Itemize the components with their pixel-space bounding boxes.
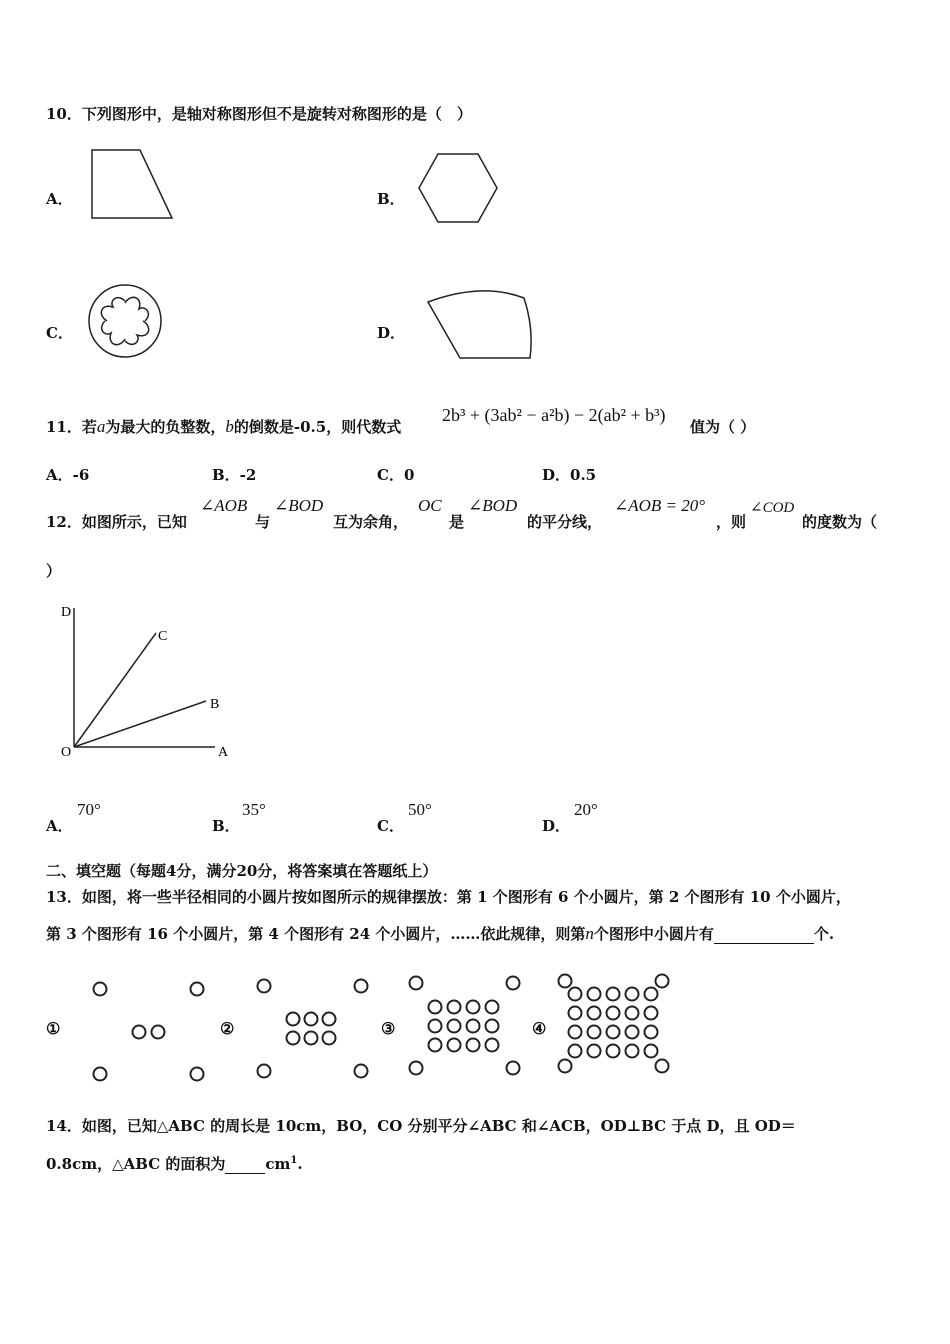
- small-circle: [305, 1032, 318, 1045]
- circle-pattern-figures: [0, 960, 700, 1090]
- small-circle: [191, 1068, 204, 1081]
- q12-option-d-label: D．: [542, 817, 571, 835]
- small-circle: [429, 1001, 442, 1014]
- small-circle: [645, 988, 658, 1001]
- small-circle: [410, 1062, 423, 1075]
- q10-option-b: B．: [377, 190, 405, 208]
- q12-option-b-label: B．: [212, 817, 240, 835]
- q12-text-7: 的度数为（: [802, 513, 878, 531]
- q11-option-d: D．0.5: [542, 466, 597, 484]
- q12-option-c-value: 50°: [408, 800, 432, 819]
- small-circle: [588, 988, 601, 1001]
- small-circle: [152, 1026, 165, 1039]
- label-o: O: [61, 745, 72, 760]
- small-circle: [569, 1045, 582, 1058]
- small-circle: [626, 1026, 639, 1039]
- q12-angle-aob: ∠AOB: [200, 496, 248, 515]
- small-circle: [607, 1007, 620, 1020]
- small-circle: [569, 1007, 582, 1020]
- q12-text-4: 是: [449, 513, 465, 531]
- small-circle: [429, 1020, 442, 1033]
- small-circle: [258, 1065, 271, 1078]
- q12-angle-aob-20: ∠AOB = 20°: [614, 496, 706, 515]
- small-circle: [287, 1032, 300, 1045]
- var-b: b: [225, 417, 234, 436]
- ray-oc: [74, 633, 156, 747]
- small-circle: [355, 1065, 368, 1078]
- swirl-circle-icon: [87, 283, 165, 361]
- figure-marker-4: ④: [532, 1019, 547, 1038]
- hexagon-icon: [418, 150, 500, 226]
- trapezoid-icon: [88, 148, 178, 223]
- label-a: A: [218, 745, 229, 760]
- q11-option-c: C．0: [377, 466, 415, 484]
- small-circle: [656, 975, 669, 988]
- q12-close: ）: [46, 562, 62, 580]
- small-circle: [287, 1013, 300, 1026]
- small-circle: [569, 988, 582, 1001]
- small-circle: [467, 1020, 480, 1033]
- q11-suffix: 值为（ ）: [690, 418, 756, 436]
- small-circle: [507, 1062, 520, 1075]
- q11-option-a: A．-6: [46, 466, 90, 484]
- small-circle: [355, 980, 368, 993]
- answer-blank-13[interactable]: [714, 925, 814, 944]
- small-circle: [467, 1039, 480, 1052]
- small-circle: [588, 1045, 601, 1058]
- section-2-title: 二、填空题（每题4分，满分20分，将答案填在答题纸上）: [46, 862, 438, 880]
- small-circle: [607, 1026, 620, 1039]
- var-n: n: [585, 924, 594, 943]
- q13-line-2: 第 3 个图形有 16 个小圆片，第 4 个图形有 24 个小圆片，……依此规律，则第n个图形中小圆片有 个.: [46, 924, 835, 943]
- small-circle: [133, 1026, 146, 1039]
- angle-figure: [50, 600, 240, 765]
- small-circle: [645, 1007, 658, 1020]
- q12-option-a-value: 70°: [77, 800, 101, 819]
- q11-stem: 11．若a为最大的负整数，b的倒数是-0.5，则代数式: [46, 417, 402, 436]
- small-circle: [559, 975, 572, 988]
- q12-option-d-value: 20°: [574, 800, 598, 819]
- q14-line-1: 14．如图，已知△ABC 的周长是 10cm，BO，CO 分别平分∠ABC 和∠ACB，OD⊥BC 于点 D，且 OD＝: [46, 1117, 796, 1135]
- small-circle: [588, 1026, 601, 1039]
- small-circle: [94, 983, 107, 996]
- small-circle: [507, 977, 520, 990]
- small-circle: [656, 1060, 669, 1073]
- q12-oc: OC: [418, 496, 442, 515]
- small-circle: [448, 1039, 461, 1052]
- small-circle: [94, 1068, 107, 1081]
- small-circle: [559, 1060, 572, 1073]
- small-circle: [486, 1039, 499, 1052]
- q12-text-5: 的平分线，: [527, 513, 603, 531]
- small-circle: [607, 988, 620, 1001]
- q10-option-d: D．: [377, 324, 406, 342]
- q12-text-3: 互为余角，: [333, 513, 409, 531]
- q10-stem: 10．下列图形中，是轴对称图形但不是旋转对称图形的是（ ）: [46, 105, 472, 123]
- label-b: B: [210, 697, 220, 712]
- label-d: D: [61, 605, 72, 620]
- sector-icon: [424, 290, 534, 362]
- small-circle: [323, 1032, 336, 1045]
- small-circle: [645, 1045, 658, 1058]
- small-circle: [588, 1007, 601, 1020]
- small-circle: [305, 1013, 318, 1026]
- q12-angle-bod-2: ∠BOD: [468, 496, 518, 515]
- q12-option-a-label: A．: [46, 817, 73, 835]
- q12-text-1: 12．如图所示，已知: [46, 513, 187, 531]
- small-circle: [626, 1045, 639, 1058]
- q11-expression: 2b³ + (3ab² − a²b) − 2(ab² + b³): [442, 405, 666, 425]
- ray-ob: [74, 701, 206, 747]
- q14-line-2: 0.8cm，△ABC 的面积为 $cm^1$.: [46, 1155, 303, 1173]
- small-circle: [448, 1020, 461, 1033]
- small-circle: [448, 1001, 461, 1014]
- figure-marker-1: ①: [46, 1019, 61, 1038]
- small-circle: [486, 1001, 499, 1014]
- q11-option-b: B．-2: [212, 466, 257, 484]
- small-circle: [467, 1001, 480, 1014]
- q12-angle-bod: ∠BOD: [274, 496, 324, 515]
- q12-option-b-value: 35°: [242, 800, 266, 819]
- small-circle: [626, 1007, 639, 1020]
- figure-marker-2: ②: [220, 1019, 235, 1038]
- q13-line-1: 13．如图，将一些半径相同的小圆片按如图所示的规律摆放：第 1 个图形有 6 个小圆片，第 2 个图形有 10 个小圆片，: [46, 888, 851, 906]
- small-circle: [191, 983, 204, 996]
- figure-marker-3: ③: [381, 1019, 396, 1038]
- q12-text-6: ，则: [716, 513, 747, 531]
- answer-blank-14[interactable]: [225, 1155, 265, 1174]
- small-circle: [645, 1026, 658, 1039]
- small-circle: [486, 1020, 499, 1033]
- small-circle: [626, 988, 639, 1001]
- label-c: C: [158, 629, 168, 644]
- q10-option-a: A．: [46, 190, 73, 208]
- small-circle: [429, 1039, 442, 1052]
- q12-angle-cod: ∠COD: [750, 500, 795, 516]
- small-circle: [258, 980, 271, 993]
- small-circle: [569, 1026, 582, 1039]
- var-a: a: [96, 417, 106, 436]
- small-circle: [607, 1045, 620, 1058]
- small-circle: [410, 977, 423, 990]
- small-circle: [323, 1013, 336, 1026]
- q12-text-2: 与: [255, 513, 271, 531]
- q10-option-c: C．: [46, 324, 73, 342]
- q12-option-c-label: C．: [377, 817, 404, 835]
